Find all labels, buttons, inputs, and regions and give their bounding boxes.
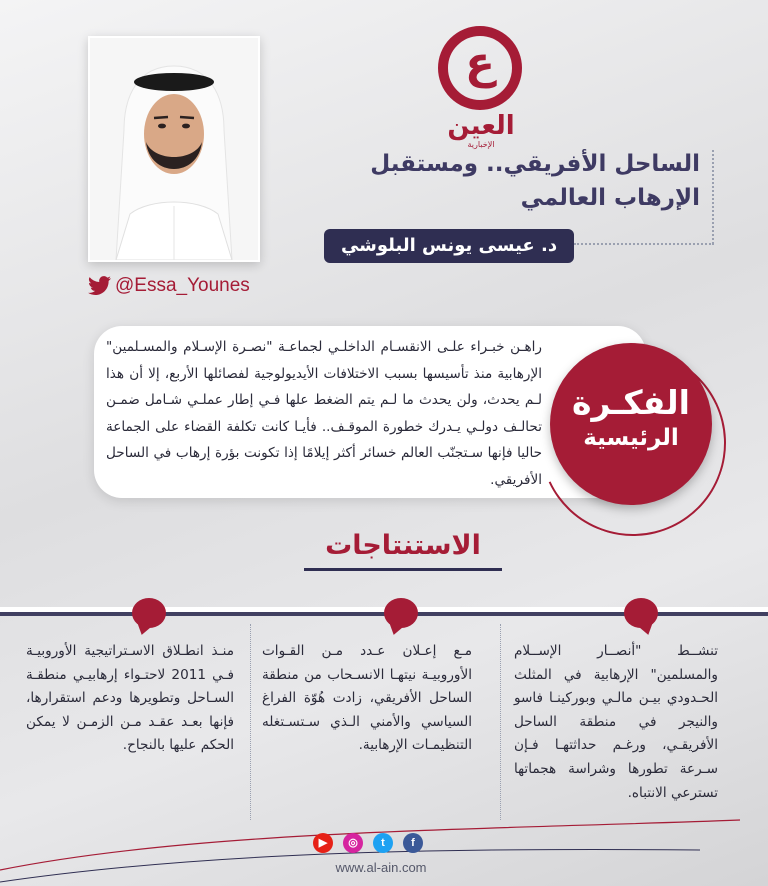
- author-photo: [88, 36, 260, 262]
- conclusions-underline: [304, 568, 502, 571]
- badge-line-1: الفكـرة: [572, 383, 690, 422]
- al-ain-logo: [438, 26, 524, 150]
- title-line-2: الإرهاب العالمي: [520, 185, 700, 211]
- article-title: [370, 147, 700, 215]
- title-line-1: الساحل الأفريقي.. ومستقبل: [370, 151, 700, 177]
- logo-glyph: ع: [464, 38, 496, 89]
- conclusion-item-3: منـذ انطـلاق الاسـتراتيجية الأوروبيـة فـي 2011 لاحتـواء إرهابيـي منطقـة السـاحل وتطويرها ودعم استقرارها، فإنها بعـد عقـد مـن الزمـن لا يمكن الحكم عليها بالنجاح.: [26, 643, 234, 754]
- social-links: [313, 833, 423, 853]
- logo-name: العين: [447, 111, 515, 141]
- main-idea-badge: [550, 343, 712, 505]
- speech-bubble-icon: [624, 598, 658, 628]
- twitter-icon[interactable]: t: [373, 833, 393, 853]
- summary-text: راهـن خبـراء علـى الانقسـام الداخلـي لجماعـة "نصـرة الإسـلام والمسـلمين" الإرهابية منذ تأسيسها بسبب الاختلافات الأيديولوجية لفصائلها الأربع، إلا أن هذا لـم يحدث، ولن يحدث ما لـم يتم الضغط علها فـي إطار عملـي شـامل ضمـن تحالـف دولـي يـدرك خطورة الموقـف.. فأيـا كانت تكلفة القضاء على الجماعة حاليا فإنها سـتجنّب العالم خسائر أكثر إيلامًا إذا تكونت بؤرة إرهاب في الساحل الأفريقي.: [106, 339, 542, 488]
- speech-bubble-icon: [384, 598, 418, 628]
- title-divider-vertical: [712, 150, 714, 244]
- author-name-badge: د. عيسى يونس البلوشي: [324, 229, 574, 263]
- youtube-icon[interactable]: ▶: [313, 833, 333, 853]
- facebook-icon[interactable]: f: [403, 833, 423, 853]
- twitter-handle[interactable]: [88, 275, 250, 297]
- twitter-handle-text: @Essa_Younes: [115, 275, 250, 296]
- website-url[interactable]: www.al-ain.com: [335, 860, 427, 875]
- title-divider-horizontal: [574, 243, 714, 245]
- conclusion-item-1: تنشــط "أنصــار الإســلام والمسلمين" الإرهابية في المثلث الحـدودي بيـن مالـي وبوركينـا فاسو والنيجر في منطقة الساحل الأفريقـي، ورغـم حداثتهـا فـإن سـرعة تطورها وشراسة هجماتها تسترعي الانتباه.: [514, 643, 718, 801]
- conclusion-item-2: مـع إعـلان عـدد مـن القـوات الأوروبيـة نيتهـا الانسـحاب من منطقة الساحل الأفريقي، زادت هُوّة الفراغ السياسي والأمني الـذي سـتسـتغله التنظيمـات الإرهابية.: [262, 643, 472, 754]
- speech-bubble-icon: [132, 598, 166, 628]
- logo-circle: [438, 26, 522, 110]
- conclusions-heading: الاستنتاجات: [325, 530, 481, 561]
- logo-subtitle: الإخبارية: [467, 140, 495, 149]
- badge-line-2: الرئيسية: [583, 425, 679, 451]
- instagram-icon[interactable]: ◎: [343, 833, 363, 853]
- twitter-bird-icon: [88, 276, 112, 296]
